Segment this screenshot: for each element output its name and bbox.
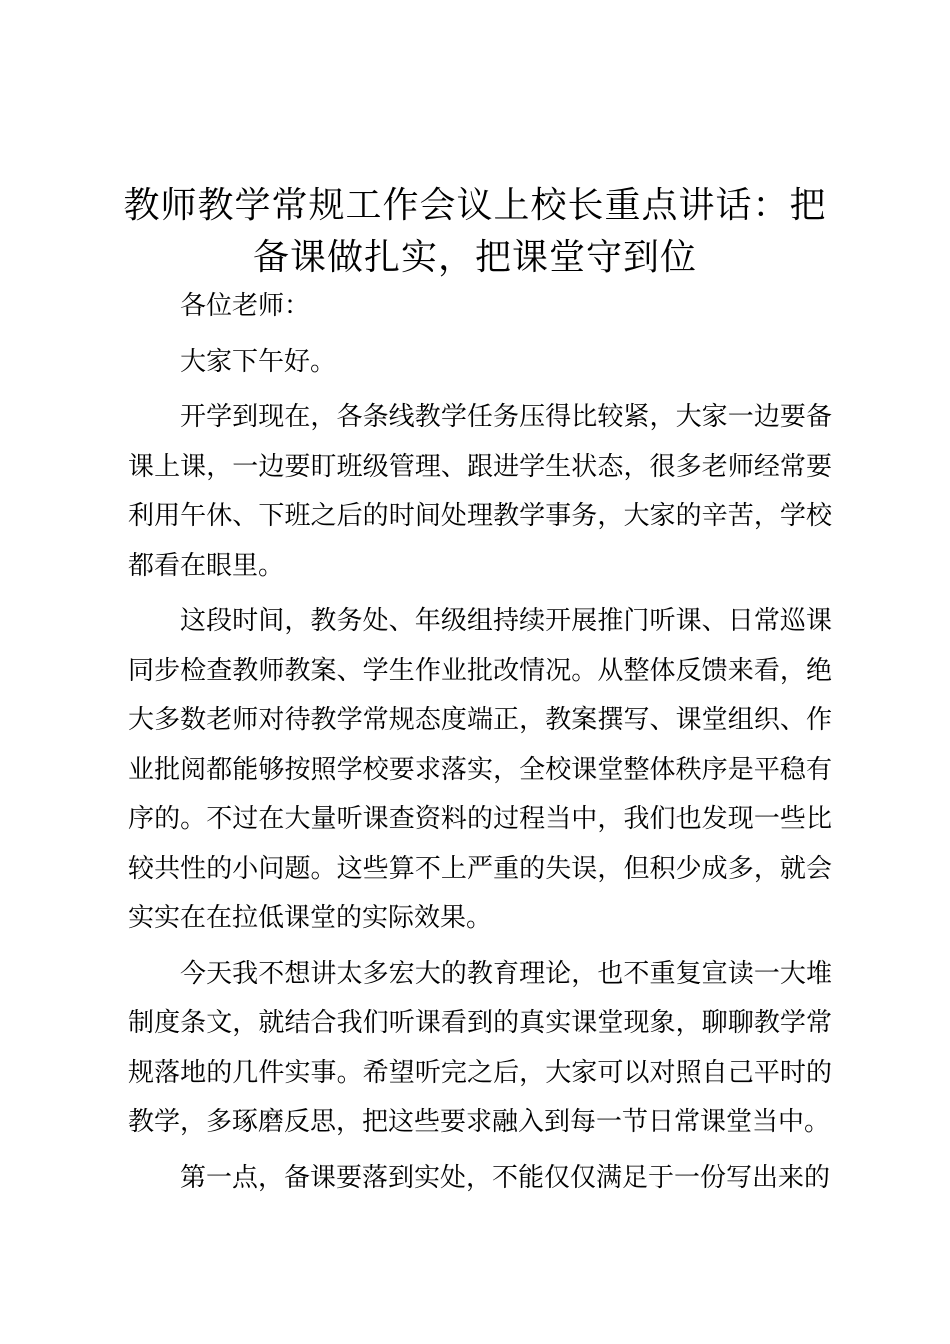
paragraph: 开学到现在，各条线教学任务压得比较紧，大家一边要备课上课，一边要盯班级管理、跟进学生状态，很多老师经常要利用午休、下班之后的时间处理教学事务，大家的辛苦，学校都看在眼里。: [128, 402, 832, 581]
paragraph: 今天我不想讲太多宏大的教育理论，也不重复宣读一大堆制度条文，就结合我们听课看到的真实课堂现象，聊聊教学常规落地的几件实事。希望听完之后，大家可以对照自己平时的教学，多琢磨反思，把这些要求融入到每一节日常课堂当中。: [128, 958, 832, 1137]
greeting: 大家下午好。: [180, 346, 337, 377]
salutation: 各位老师：: [180, 291, 311, 321]
document-body: [128, 282, 832, 1209]
paragraph: 这段时间，教务处、年级组持续开展推门听课、日常巡课同步检查教师教案、学生作业批改情况。从整体反馈来看，绝大多数老师对待教学常规态度端正，教案撰写、课堂组织、作业批阅都能够按照学校要求落实，全校课堂整体秩序是平稳有序的。不过在大量听课查资料的过程当中，我们也发现一些比较共性的小问题。这些算不上严重的失误，但积少成多，就会实实在在拉低课堂的实际效果。: [128, 606, 832, 933]
document-title: 教师教学常规工作会议上校长重点讲话：把备课做扎实，把课堂守到位: [123, 185, 827, 278]
paragraph: 第一点，备课要落到实处，不能仅仅满足于一份写出来的: [180, 1162, 831, 1193]
